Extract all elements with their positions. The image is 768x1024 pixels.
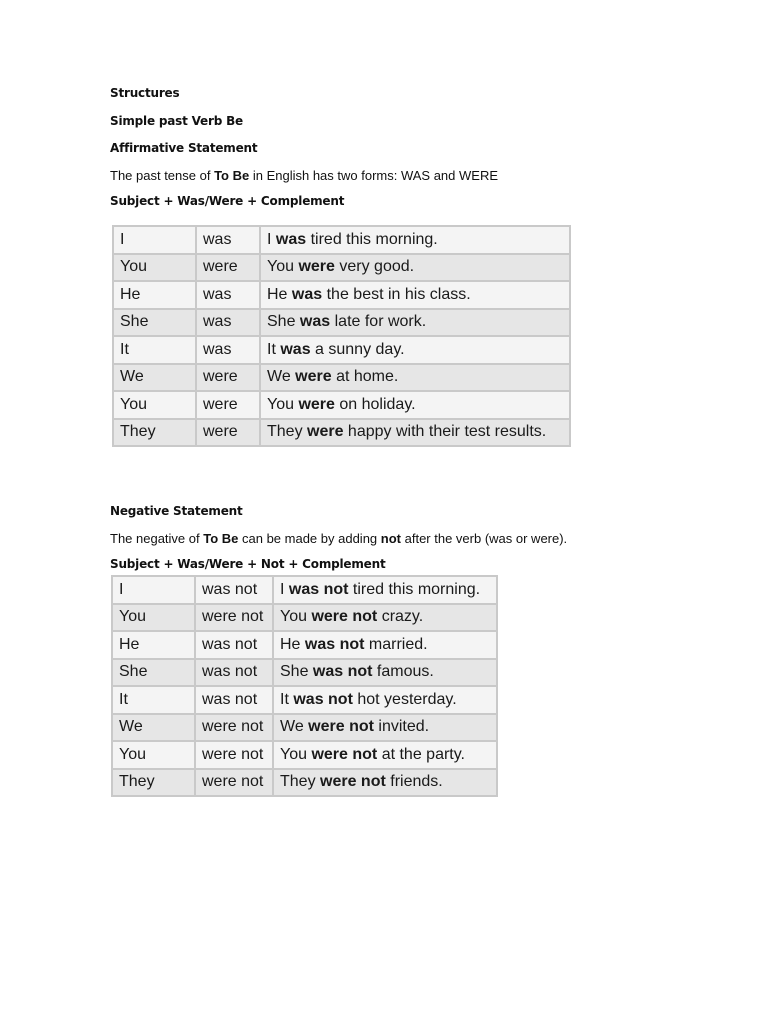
table-row [113, 391, 570, 419]
example-cell [273, 576, 497, 604]
example-complement: married. [364, 635, 428, 653]
subject-cell: It [113, 336, 196, 364]
example-complement: very good. [334, 258, 415, 276]
example-verb-bold: was not [304, 635, 365, 653]
intro-text: The negative of [110, 531, 204, 546]
verb-cell: were [196, 391, 260, 419]
verb-cell: was not [195, 631, 273, 659]
example-verb-bold: was [299, 313, 331, 331]
affirmative-table-body [113, 226, 570, 446]
negative-table [111, 575, 498, 797]
example-cell [260, 336, 570, 364]
example-complement: tired this morning. [348, 580, 481, 598]
subject-cell: You [113, 254, 196, 282]
subject-cell: You [113, 391, 196, 419]
example-cell [260, 419, 570, 447]
verb-cell: was not [195, 576, 273, 604]
example-subject: You [267, 395, 299, 413]
subject-cell: He [112, 631, 195, 659]
subject-cell: They [113, 419, 196, 447]
example-cell [260, 364, 570, 392]
example-subject: They [267, 423, 308, 441]
example-subject: It [280, 690, 294, 708]
example-subject: It [267, 340, 281, 358]
table-row [112, 686, 497, 714]
example-complement: tired this morning. [306, 230, 438, 248]
example-subject: We [267, 368, 296, 386]
verb-cell: was [196, 281, 260, 309]
subject-cell: I [113, 226, 196, 254]
example-complement: a sunny day. [310, 340, 405, 358]
subject-cell: You [112, 604, 195, 632]
example-verb-bold: was [280, 340, 311, 358]
example-verb-bold: was [291, 285, 323, 303]
table-row [113, 309, 570, 337]
subject-cell: You [112, 741, 195, 769]
table-row [113, 254, 570, 282]
table-row [113, 281, 570, 309]
example-verb-bold: were [295, 368, 332, 386]
example-complement: at the party. [377, 745, 465, 763]
verb-cell: was not [195, 659, 273, 687]
example-cell [273, 659, 497, 687]
example-complement: late for work. [330, 313, 427, 331]
intro-text: The past tense of [110, 168, 215, 183]
negative-table-body [112, 576, 497, 796]
verb-cell: were not [195, 769, 273, 797]
subject-cell: It [112, 686, 195, 714]
affirmative-table [112, 225, 571, 447]
example-cell [260, 226, 570, 254]
example-complement: friends. [385, 773, 443, 791]
example-complement: invited. [373, 718, 430, 736]
negative-formula: Subject + Was/Were + Not + Complement [110, 557, 386, 571]
verb-cell: was [196, 336, 260, 364]
negative-heading: Negative Statement [110, 504, 243, 518]
verb-cell: was not [195, 686, 273, 714]
simple-past-heading: Simple past Verb Be [110, 114, 243, 128]
table-row [113, 364, 570, 392]
subject-cell: She [112, 659, 195, 687]
intro-bold-to-be: To Be [214, 168, 250, 183]
subject-cell: She [113, 309, 196, 337]
example-subject: She [280, 663, 313, 681]
negative-intro [110, 531, 567, 546]
table-row [112, 604, 497, 632]
example-subject: You [267, 258, 299, 276]
table-row [112, 741, 497, 769]
example-verb-bold: were not [311, 608, 378, 626]
example-subject: You [280, 745, 312, 763]
example-complement: famous. [372, 663, 434, 681]
example-cell [260, 391, 570, 419]
example-cell [260, 281, 570, 309]
subject-cell: We [112, 714, 195, 742]
example-subject: He [280, 635, 305, 653]
example-cell [273, 769, 497, 797]
example-verb-bold: were [307, 423, 344, 441]
example-complement: the best in his class. [322, 285, 471, 303]
verb-cell: were [196, 419, 260, 447]
table-row [113, 419, 570, 447]
example-complement: hot yesterday. [352, 690, 457, 708]
table-row [112, 659, 497, 687]
example-cell [273, 604, 497, 632]
verb-cell: were not [195, 604, 273, 632]
verb-cell: was [196, 309, 260, 337]
affirmative-heading: Affirmative Statement [110, 141, 258, 155]
example-verb-bold: was [275, 230, 307, 248]
example-cell [260, 309, 570, 337]
table-row [113, 336, 570, 364]
table-row [112, 769, 497, 797]
table-row [112, 631, 497, 659]
example-verb-bold: were not [320, 773, 386, 791]
table-row [112, 576, 497, 604]
example-verb-bold: were not [311, 745, 378, 763]
table-row [112, 714, 497, 742]
structures-heading: Structures [110, 86, 180, 100]
example-subject: He [267, 285, 292, 303]
verb-cell: was [196, 226, 260, 254]
example-cell [273, 714, 497, 742]
intro-text: in English has two forms: WAS and WERE [249, 168, 499, 183]
verb-cell: were not [195, 741, 273, 769]
example-verb-bold: was not [288, 580, 349, 598]
verb-cell: were [196, 364, 260, 392]
example-complement: crazy. [377, 608, 424, 626]
example-verb-bold: were [298, 395, 335, 413]
example-complement: at home. [331, 368, 399, 386]
example-verb-bold: were not [308, 718, 374, 736]
example-subject: We [280, 718, 309, 736]
intro-text: after the verb (was or were). [401, 531, 568, 546]
example-verb-bold: was not [312, 663, 373, 681]
intro-bold-not: not [380, 531, 401, 546]
verb-cell: were [196, 254, 260, 282]
subject-cell: We [113, 364, 196, 392]
affirmative-intro [110, 168, 498, 183]
subject-cell: He [113, 281, 196, 309]
intro-text: can be made by adding [238, 531, 381, 546]
example-verb-bold: was not [293, 690, 353, 708]
subject-cell: They [112, 769, 195, 797]
example-cell [273, 686, 497, 714]
intro-bold-to-be: To Be [203, 531, 239, 546]
example-verb-bold: were [298, 258, 335, 276]
example-complement: happy with their test results. [343, 423, 547, 441]
example-subject: I [267, 230, 276, 248]
example-complement: on holiday. [334, 395, 416, 413]
subject-cell: I [112, 576, 195, 604]
verb-cell: were not [195, 714, 273, 742]
example-cell [273, 741, 497, 769]
example-subject: You [280, 608, 312, 626]
example-subject: I [280, 580, 289, 598]
example-subject: They [280, 773, 321, 791]
example-cell [273, 631, 497, 659]
affirmative-formula: Subject + Was/Were + Complement [110, 194, 345, 208]
table-row [113, 226, 570, 254]
example-subject: She [267, 313, 300, 331]
example-cell [260, 254, 570, 282]
